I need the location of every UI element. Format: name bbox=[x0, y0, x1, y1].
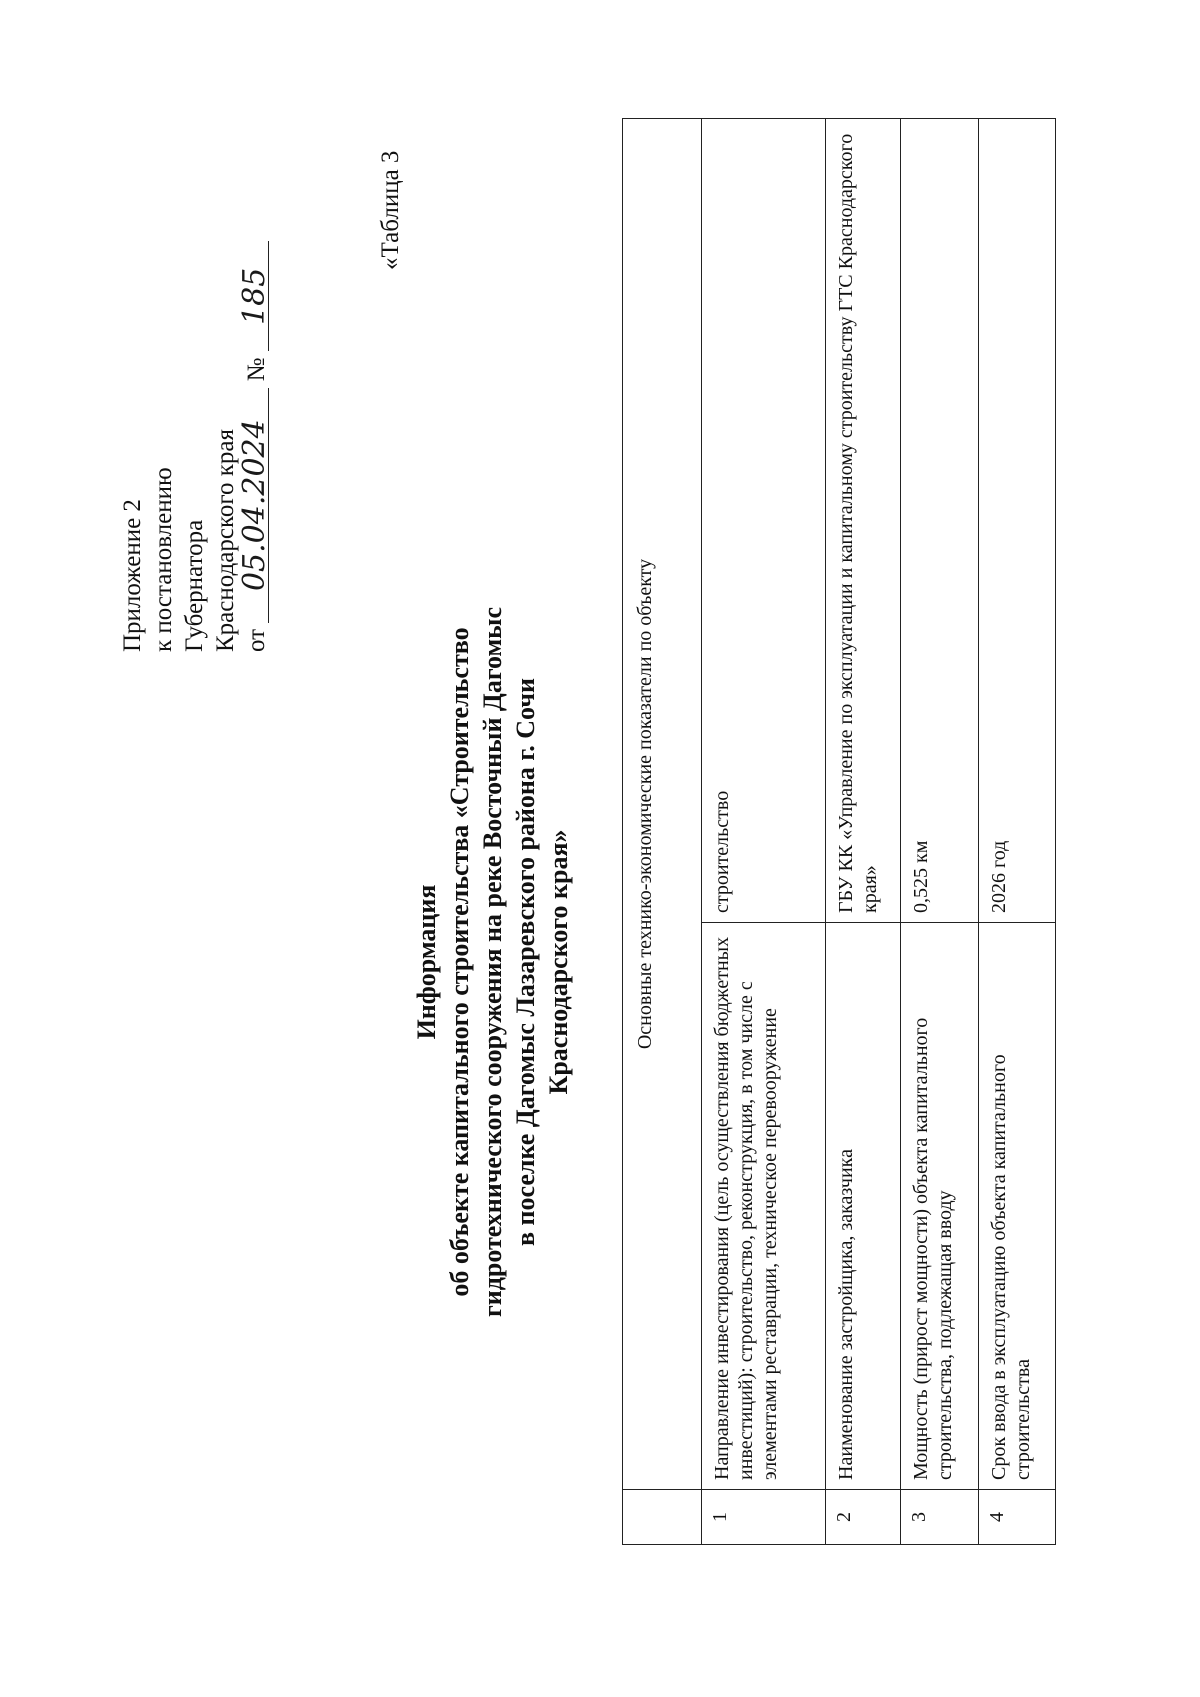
title-line-1: Информация bbox=[412, 884, 441, 1040]
row-label: Срок ввода в эксплуатацию объекта капитального строительства bbox=[979, 923, 1056, 1490]
row-number: 4 bbox=[979, 1490, 1056, 1545]
table-header: Основные технико-экономические показатели по объекту bbox=[623, 119, 702, 1490]
row-number: 1 bbox=[702, 1490, 826, 1545]
row-number: 3 bbox=[901, 1490, 979, 1545]
row-label: Наименование застройщика, заказчика bbox=[826, 923, 901, 1490]
title-line-4: в поселке Дагомыс Лазаревского района г. Сочи bbox=[511, 677, 540, 1247]
indicators-table bbox=[622, 118, 1056, 1545]
row-label: Мощность (прирост мощности) объекта капитального строительства, подлежащая вводу bbox=[901, 923, 979, 1490]
handwritten-date: 05.04.2024 bbox=[242, 388, 269, 623]
header-number-cell bbox=[623, 1490, 702, 1545]
table-row bbox=[826, 119, 901, 1545]
handwritten-number: 185 bbox=[242, 241, 269, 351]
table-label: «Таблица 3 bbox=[377, 150, 404, 270]
appendix-line-2: к постановлению bbox=[150, 467, 177, 652]
title-line-2: об объекте капитального строительства «Строительство bbox=[445, 627, 474, 1297]
row-value: строительство bbox=[702, 119, 826, 923]
appendix-line-4: Краснодарского края bbox=[212, 429, 239, 652]
appendix-block bbox=[117, 232, 272, 652]
row-value: 2026 год bbox=[979, 119, 1056, 923]
table-row bbox=[901, 119, 979, 1545]
from-label: от bbox=[243, 628, 270, 652]
table-row bbox=[702, 119, 826, 1545]
title-line-5: Краснодарского края» bbox=[544, 829, 573, 1095]
title-line-3: гидротехнического сооружения на реке Восточный Дагомыс bbox=[478, 606, 507, 1318]
table-row bbox=[979, 119, 1056, 1545]
row-value: 0,525 км bbox=[901, 119, 979, 923]
document-title bbox=[410, 537, 575, 1387]
appendix-date-line bbox=[237, 232, 272, 652]
appendix-line-3: Губернатора bbox=[181, 519, 208, 652]
row-number: 2 bbox=[826, 1490, 901, 1545]
table-header-row bbox=[623, 119, 702, 1545]
appendix-line-1: Приложение 2 bbox=[119, 499, 146, 652]
row-label: Направление инвестирования (цель осуществления бюджетных инвестиций): строительство, реконструкция, в том числе с элементами реставрации, техническое перевооружение bbox=[702, 923, 826, 1490]
row-value: ГБУ КК «Управление по эксплуатации и капитальному строительству ГТС Краснодарского края» bbox=[826, 119, 901, 923]
number-label: № bbox=[243, 357, 270, 382]
